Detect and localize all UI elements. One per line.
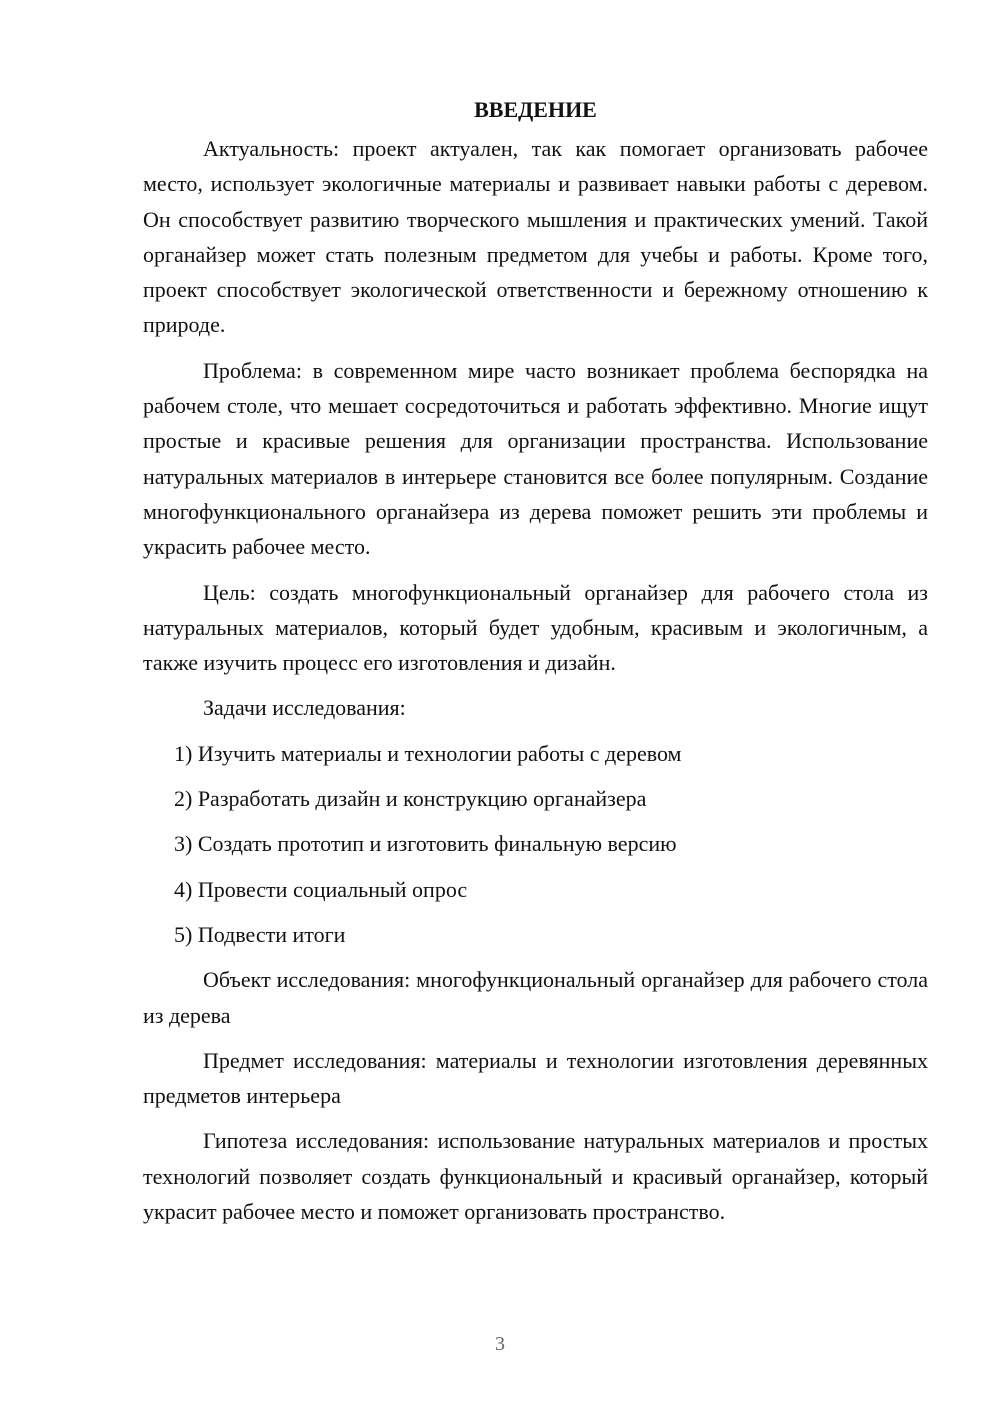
subject-paragraph: Предмет исследования: материалы и технологии изготовления деревянных предметов интерьера — [143, 1047, 928, 1109]
tasks-title: Задачи исследования: — [203, 695, 406, 721]
object-paragraph: Объект исследования: многофункциональный органайзер для рабочего стола из дерева — [143, 967, 928, 1028]
section-title: ВВЕДЕНИЕ — [474, 97, 597, 122]
relevance-paragraph: Актуальность: проект актуален, так как помогает организовать рабочее место, использует экологичные материалы и развивает навыки работы с деревом. Он способствует развитию творческого мышления и практических умений. Такой органайзер может стать полезным предметом для учебы и работы. Кроме того, проект способствует экологической ответственности и бережному отношению к природе. — [143, 136, 928, 338]
task-item: 2) Разработать дизайн и конструкцию органайзера — [174, 786, 647, 812]
goal-paragraph: Цель: создать многофункциональный органайзер для рабочего стола из натуральных материалов, который будет удобным, красивым и экологичным, а также изучить процесс его изготовления и дизайн. — [143, 579, 928, 676]
task-item: 3) Создать прототип и изготовить финальную версию — [174, 831, 677, 857]
document-page — [143, 92, 928, 1239]
task-item: 5) Подвести итоги — [174, 921, 346, 947]
page-number: 3 — [495, 1333, 505, 1355]
problem-paragraph: Проблема: в современном мире часто возникает проблема беспорядка на рабочем столе, что мешает сосредоточиться и работать эффективно. Многие ищут простые и красивые решения для организации пространства. Использование натуральных материалов в интерьере становится все более популярным. Создание многофункционального органайзера из дерева поможет решить эти проблемы и украсить рабочее место. — [143, 357, 928, 560]
task-item: 4) Провести социальный опрос — [174, 876, 468, 902]
task-list — [143, 736, 928, 952]
task-item: 1) Изучить материалы и технологии работы с деревом — [174, 740, 682, 766]
hypothesis-paragraph: Гипотеза исследования: использование натуральных материалов и простых технологий позволяет создать функциональный и красивый органайзер, который украсит рабочее место и поможет организовать пространство. — [143, 1128, 928, 1225]
